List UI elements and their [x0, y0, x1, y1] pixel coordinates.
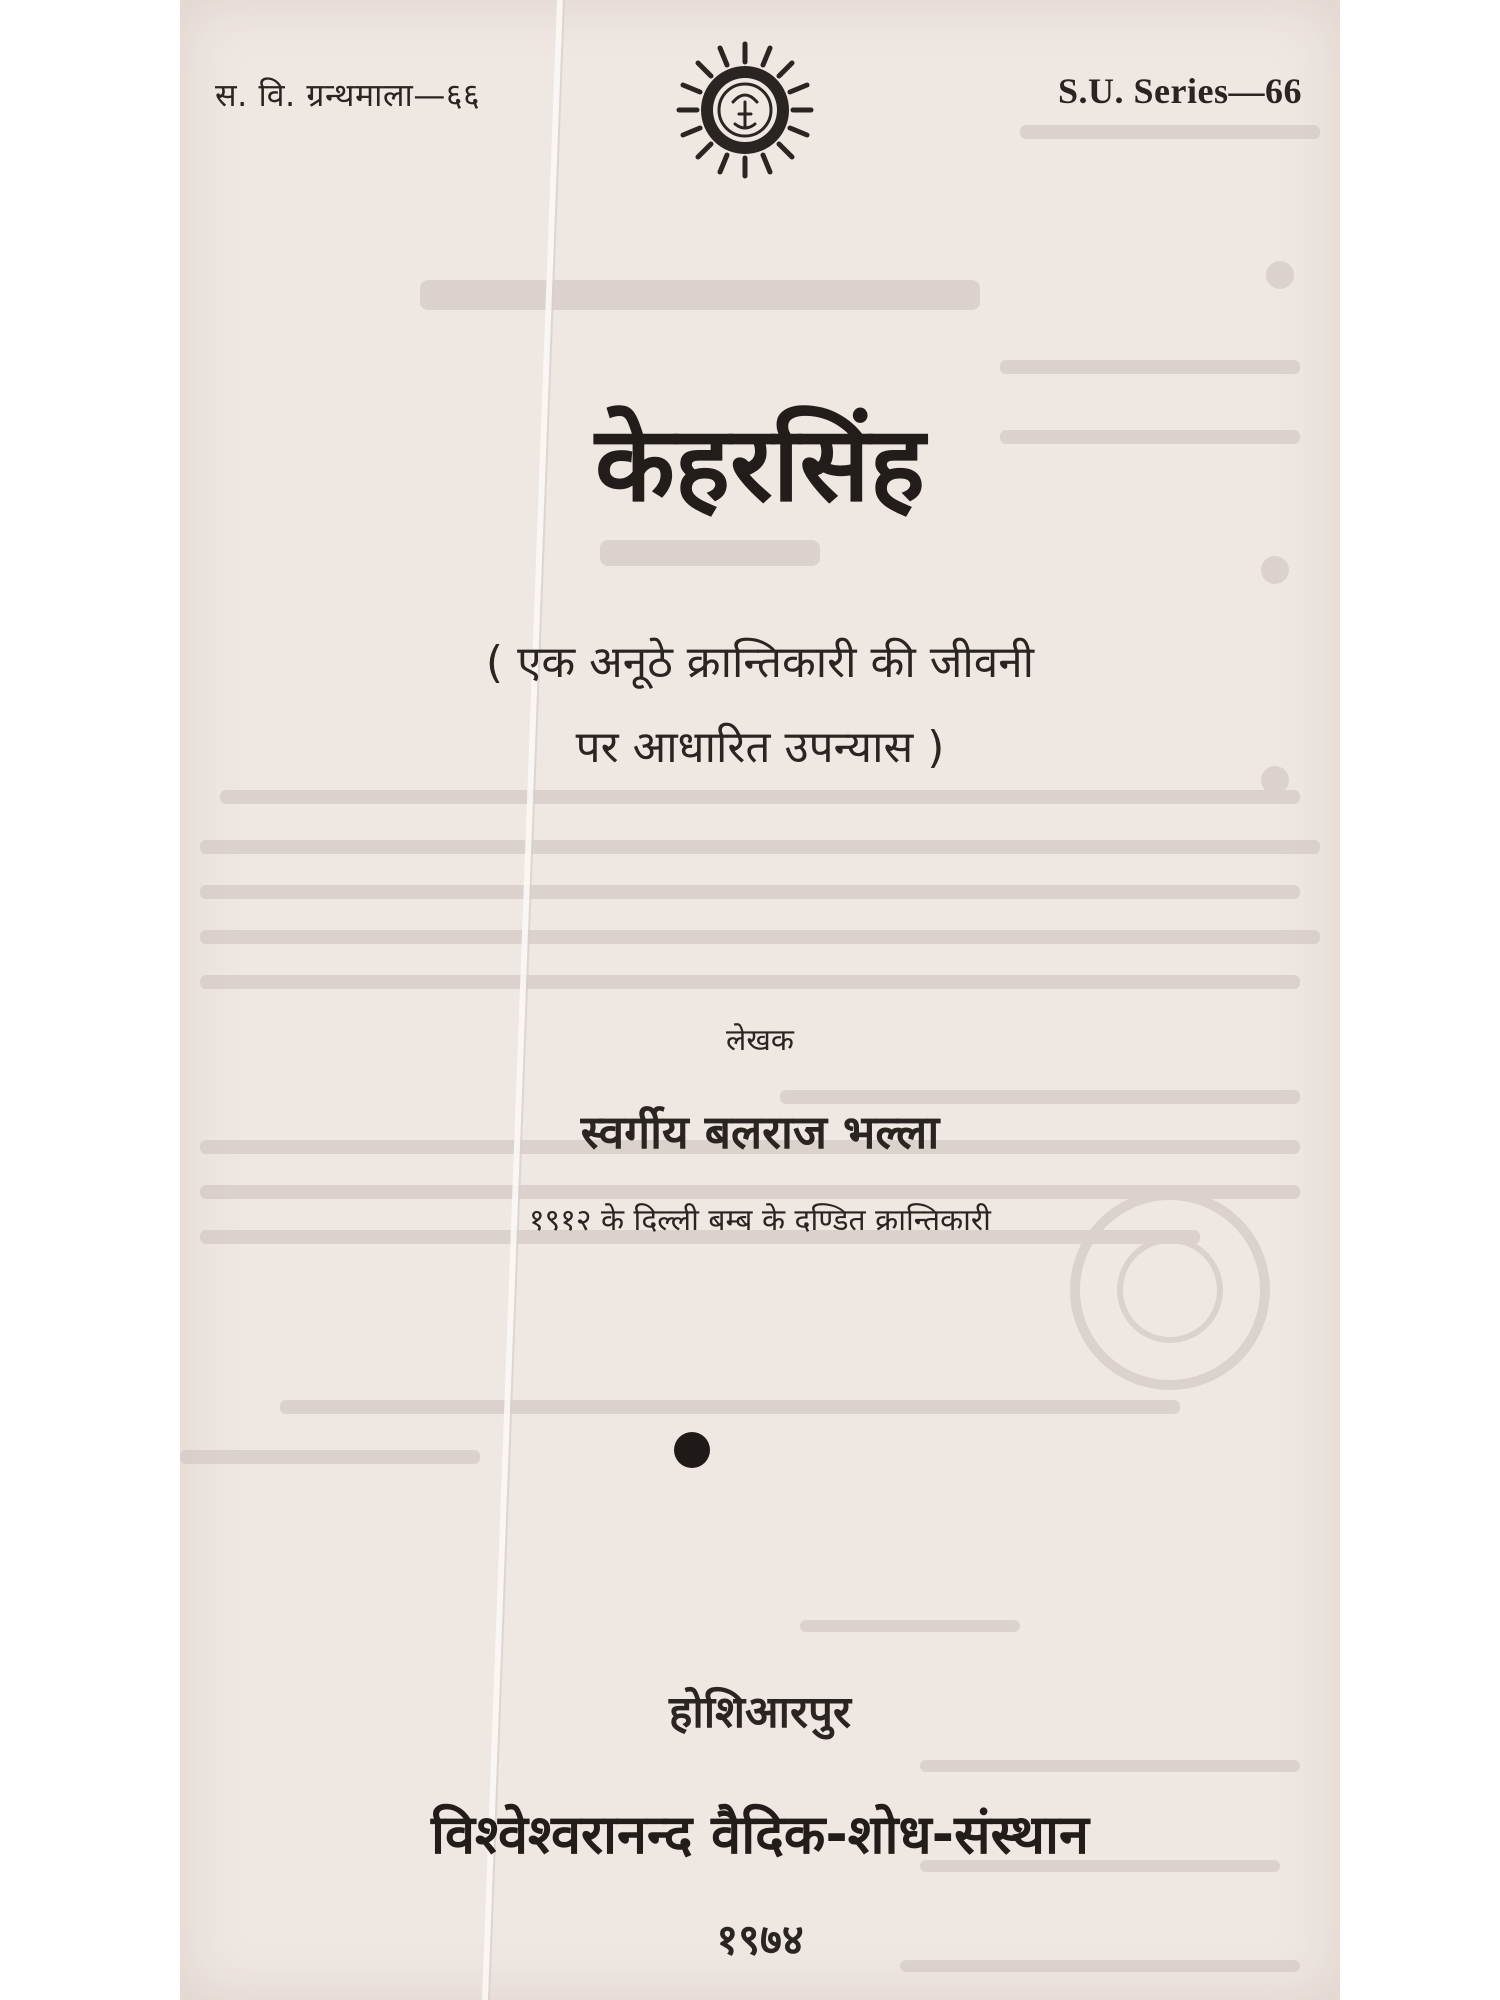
author-name: स्वर्गीय बलराज भल्ला: [580, 1105, 940, 1159]
series-number-english: S.U. Series—66: [1058, 71, 1302, 111]
author-description: १९१२ के दिल्ली बम्ब के दण्डित क्रान्तिकारी: [529, 1203, 991, 1238]
bullet-dot-icon: [674, 1432, 710, 1468]
author-label: लेखक: [726, 1023, 794, 1058]
publication-year: १९७४: [716, 1915, 804, 1964]
publication-place: होशिआरपुर: [668, 1687, 852, 1738]
title-page: [180, 0, 1340, 2000]
book-title: केहरसिंह: [594, 403, 926, 525]
series-number-hindi: स. वि. ग्रन्थमाला—६६: [215, 76, 481, 114]
book-subtitle-line-2: पर आधारित उपन्यास ): [575, 722, 945, 773]
book-subtitle-line-1: ( एक अनूठे क्रान्तिकारी की जीवनी: [485, 637, 1035, 688]
publisher-name: विश्वेश्वरानन्द वैदिक-शोध-संस्थान: [431, 1803, 1089, 1866]
sun-emblem-icon: [675, 40, 815, 180]
